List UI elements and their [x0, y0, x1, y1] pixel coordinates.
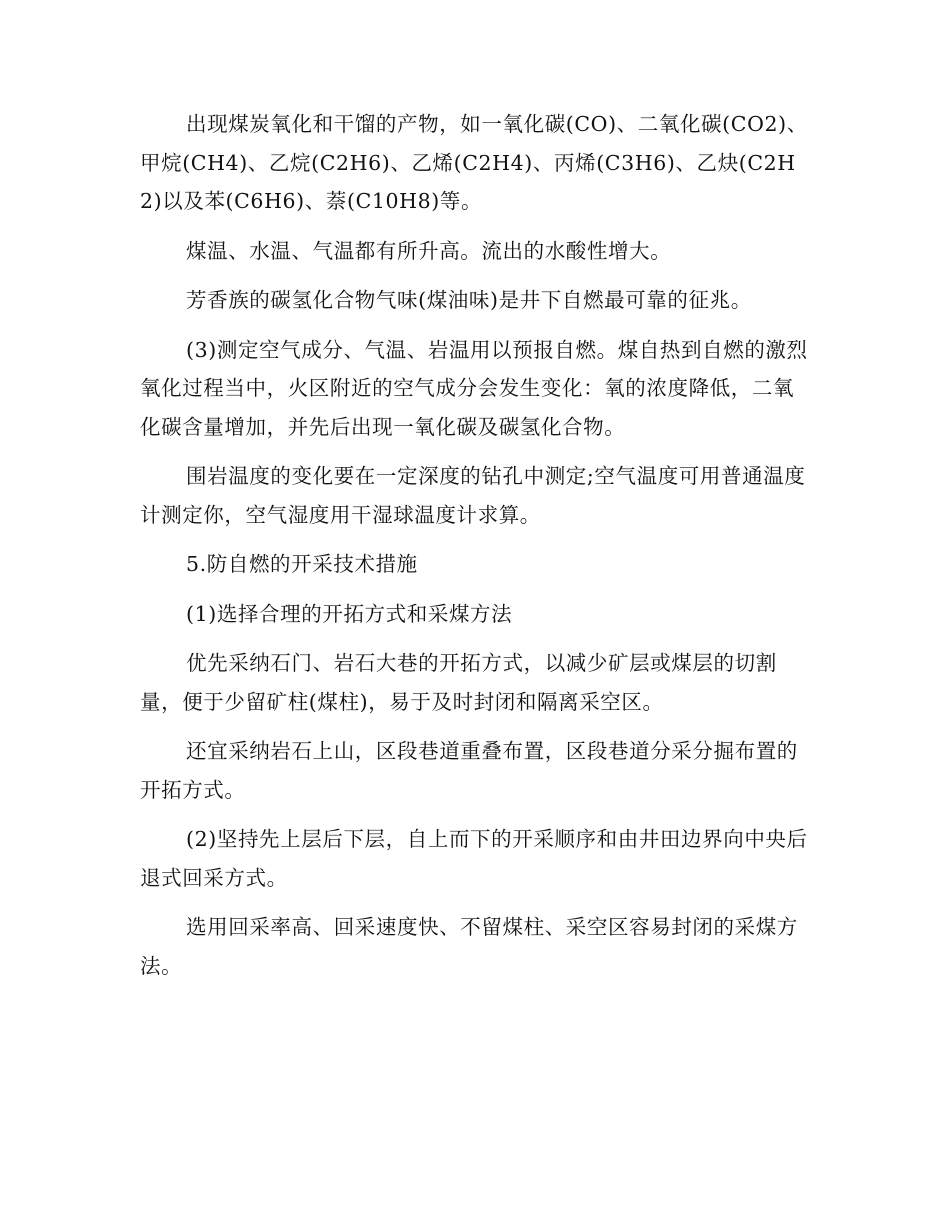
paragraph-mining-sequence: (2)坚持先上层后下层，自上而下的开采顺序和由井田边界向中央后退式回采方式。: [140, 827, 808, 890]
paragraph-rock-temperature: 围岩温度的变化要在一定深度的钻孔中测定;空气温度可用普通温度计测定你，空气湿度用干湿球温度计求算。: [140, 464, 806, 527]
paragraph-air-composition: (3)测定空气成分、气温、岩温用以预报自燃。煤自热到自燃的激烈氧化过程当中，火区附近的空气成分会发生变化：氧的浓度降低，二氧化碳含量增加，并先后出现一氧化碳及碳氢化合物。: [140, 337, 808, 439]
paragraph-temperature-rise: 煤温、水温、气温都有所升高。流出的水酸性增大。: [186, 238, 672, 263]
paragraph-rock-uphill: 还宜采纳岩石上山，区段巷道重叠布置，区段巷道分采分掘布置的开拓方式。: [140, 739, 798, 802]
section-heading-mining-measures: 5.防自燃的开采技术措施: [186, 552, 418, 576]
document-body: [140, 105, 810, 996]
paragraph-coal-oxidation-products: 出现煤炭氧化和干馏的产物，如一氧化碳(CO)、二氧化碳(CO2)、甲烷(CH4)、乙烷(C2H6)、乙烯(C2H4)、丙烯(C3H6)、乙炔(C2H2)以及苯(C6H6)、萘(C10H8)等。: [140, 112, 808, 213]
subheading-development-method: (1)选择合理的开拓方式和采煤方法: [186, 601, 513, 626]
paragraph-aromatic-odor: 芳香族的碳氢化合物气味(煤油味)是井下自燃最可靠的征兆。: [186, 288, 752, 312]
paragraph-mining-method: 选用回采率高、回采速度快、不留煤柱、采空区容易封闭的采煤方法。: [140, 915, 798, 978]
paragraph-crosscut-development: 优先采纳石门、岩石大巷的开拓方式，以减少矿层或煤层的切割量，便于少留矿柱(煤柱)，易于及时封闭和隔离采空区。: [140, 651, 777, 714]
